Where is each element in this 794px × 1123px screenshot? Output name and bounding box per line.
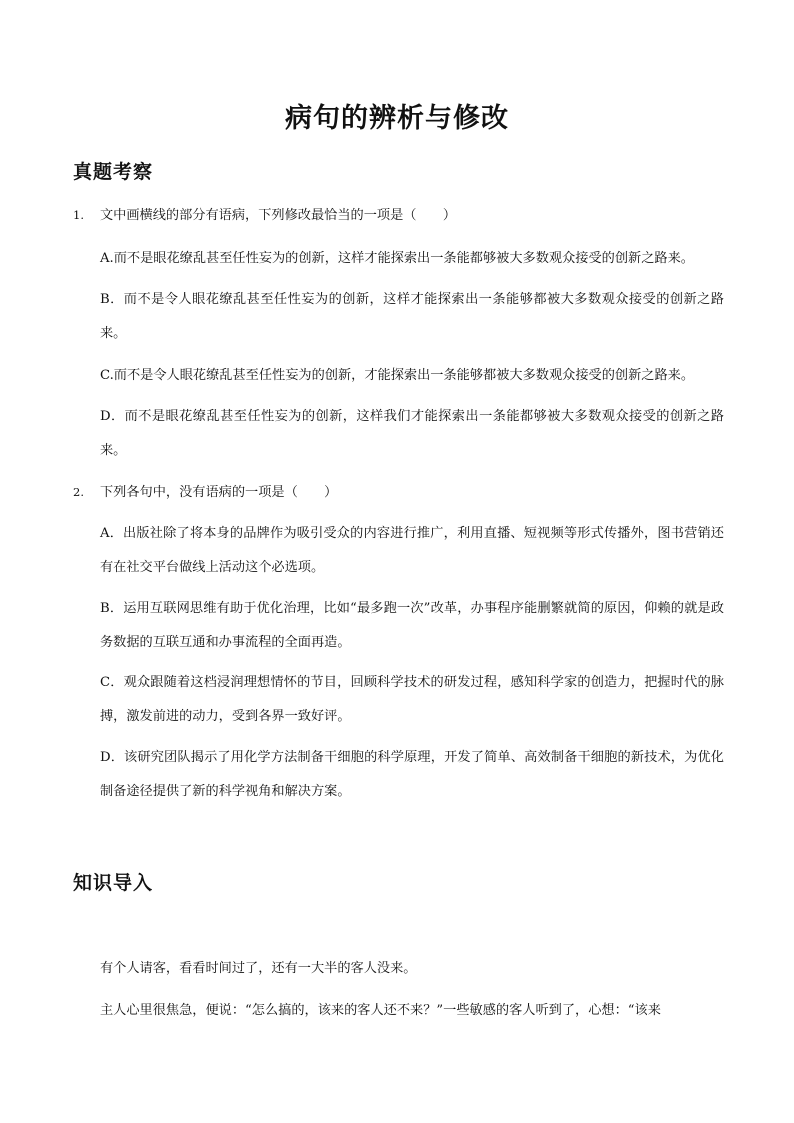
option-2d: D．该研究团队揭示了用化学方法制备干细胞的科学原理，开发了简单、高效制备干细胞的新技术，为优化制备途径提供了新的科学视角和解决方案。 <box>100 750 724 799</box>
section-heading-knowledge: 知识导入 <box>73 872 154 894</box>
question-stem: 文中画横线的部分有语病，下列修改最恰当的一项是（ ） <box>100 208 457 223</box>
option-2b: B．运用互联网思维有助于优化治理，比如“最多跑一次”改革，办事程序能删繁就简的原因，仰赖的就是政务数据的互联互通和办事流程的全面再造。 <box>100 601 724 650</box>
question-2 <box>73 475 723 510</box>
question-number: 1. <box>73 208 84 222</box>
section-heading-exam: 真题考察 <box>73 161 154 183</box>
intro-paragraph-1: 有个人请客，看看时间过了，还有一大半的客人没来。 <box>100 961 417 976</box>
option-1d: D．而不是眼花缭乱甚至任性妄为的创新，这样我们才能探索出一条能都够被大多数观众接受的创新之路来。 <box>100 409 724 458</box>
question-1 <box>73 198 723 233</box>
question-stem: 下列各句中，没有语病的一项是（ ） <box>100 485 338 500</box>
option-1a: A.而不是眼花缭乱甚至任性妄为的创新，这样才能探索出一条能都够被大多数观众接受的创新之路来。 <box>100 251 694 266</box>
option-2c: C．观众跟随着这档浸润理想情怀的节目，回顾科学技术的研发过程，感知科学家的创造力，把握时代的脉搏，激发前进的动力，受到各界一致好评。 <box>100 675 724 724</box>
intro-paragraph-2: 主人心里很焦急，便说：“怎么搞的，该来的客人还不来？”一些敏感的客人听到了，心想：“该来 <box>100 1003 661 1018</box>
page-title: 病句的辨析与修改 <box>285 103 509 134</box>
option-1c: C.而不是令人眼花缭乱甚至任性妄为的创新，才能探索出一条能够都被大多数观众接受的创新之路来。 <box>100 368 695 383</box>
question-number: 2. <box>73 485 84 499</box>
option-1b: B．而不是令人眼花缭乱甚至任性妄为的创新，这样才能探索出一条能够都被大多数观众接受的创新之路来。 <box>100 292 724 341</box>
option-2a: A．出版社除了将本身的品牌作为吸引受众的内容进行推广，利用直播、短视频等形式传播外，图书营销还有在社交平台做线上活动这个必选项。 <box>100 526 724 575</box>
